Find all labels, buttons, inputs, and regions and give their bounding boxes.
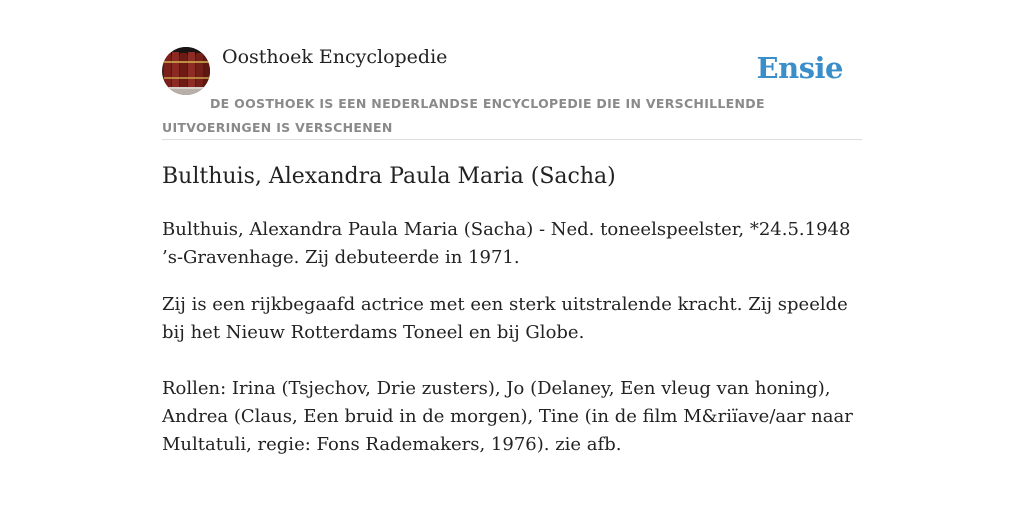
article-title: Bulthuis, Alexandra Paula Maria (Sacha) bbox=[162, 164, 616, 189]
site-name-link[interactable]: Oosthoek Encyclopedie bbox=[222, 46, 448, 68]
article-paragraph: Zij is een rijkbegaafd actrice met een sterk uitstralende kracht. Zij speelde bij het Nieuw Rotterdams Toneel en bij Globe. bbox=[162, 294, 848, 343]
site-tagline: DE OOSTHOEK IS EEN NEDERLANDSE ENCYCLOPEDIE DIE IN VERSCHILLENDE UITVOERINGEN IS VERSCHENEN bbox=[162, 96, 765, 135]
encyclopedia-books-avatar[interactable] bbox=[162, 47, 210, 95]
header-divider bbox=[162, 139, 862, 140]
article-body bbox=[162, 216, 862, 478]
ensie-logo-link[interactable]: Ensie bbox=[756, 51, 843, 85]
article-paragraph: Rollen: Irina (Tsjechov, Drie zusters), Jo (Delaney, Een vleug van honing), Andrea (Claus, Een bruid in de morgen), Tine (in de film M&riïave/aar naar Multatuli, regie: Fons Rademakers, 1976). zie afb. bbox=[162, 378, 853, 455]
books-icon bbox=[162, 47, 210, 95]
article-paragraph: Bulthuis, Alexandra Paula Maria (Sacha) - Ned. toneelspeelster, *24.5.1948 ’s-Gravenhage. Zij debuteerde in 1971. bbox=[162, 219, 851, 268]
article-page bbox=[162, 0, 862, 512]
